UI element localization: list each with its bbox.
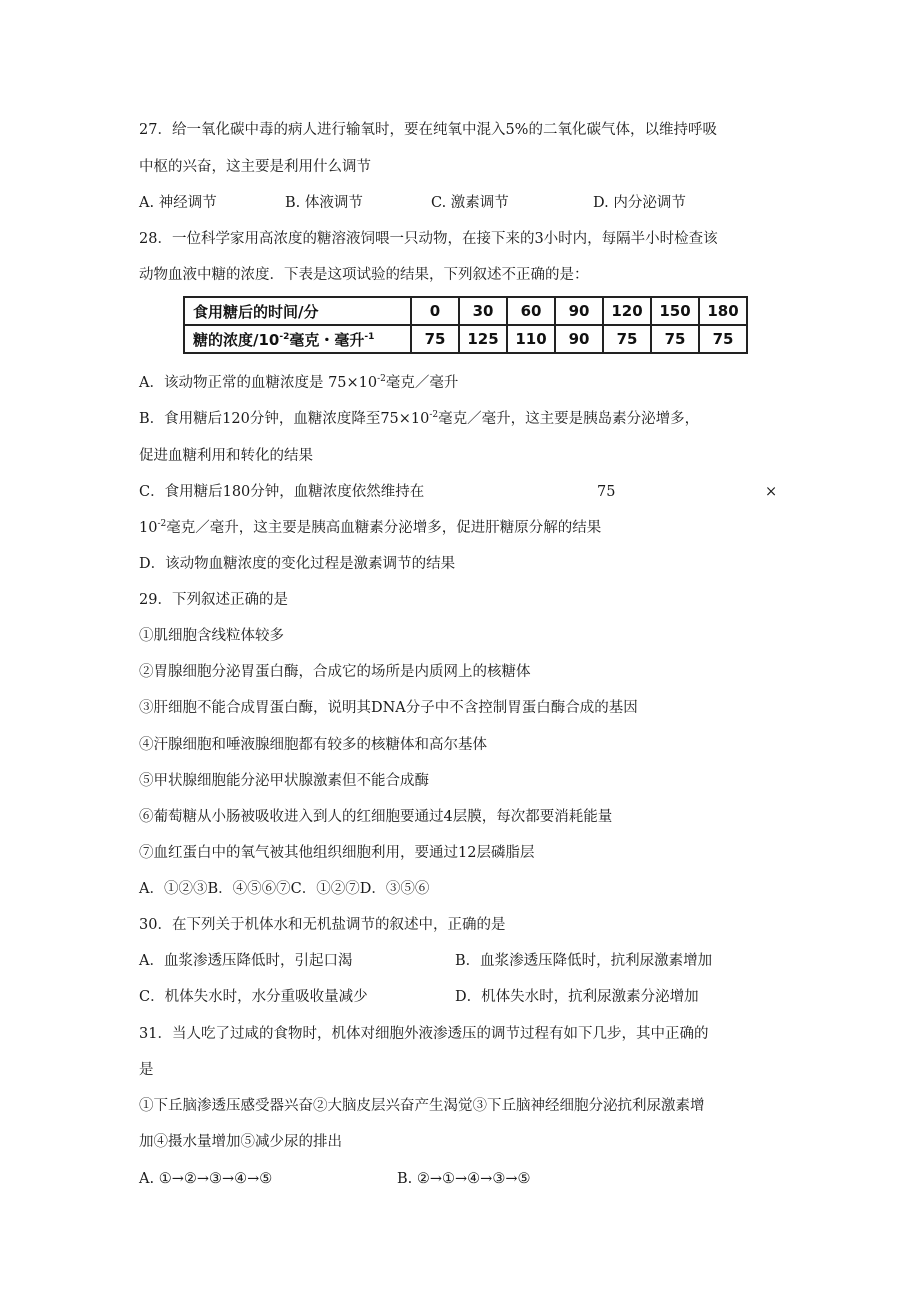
- q29-item: ⑦血红蛋白中的氧气被其他组织细胞利用，要通过12层磷脂层: [139, 845, 535, 861]
- table-cell-value: 75: [699, 325, 747, 353]
- q29-item: ③肝细胞不能合成胃蛋白酶，说明其DNA分子中不含控制胃蛋白酶合成的基因: [139, 700, 638, 716]
- table-row-concentration: [184, 325, 747, 353]
- q29-item: ④汗腺细胞和唾液腺细胞都有较多的核糖体和高尔基体: [139, 737, 487, 753]
- q28-option-a-unit: 毫克／毫升: [385, 375, 459, 391]
- q28-option-c-times: ×: [765, 484, 778, 500]
- table-cell-time: 120: [603, 297, 651, 325]
- q28-option-c-value: 75: [597, 484, 616, 500]
- q28-option-c-base: 10: [139, 520, 158, 536]
- q28-option-a-text: A．该动物正常的血糖浓度是 75×10: [139, 375, 378, 391]
- q28-option-b-text: B．食用糖后120分钟，血糖浓度降至75×10: [139, 411, 430, 427]
- q30-option-b: B．血浆渗透压降低时，抗利尿激素增加: [455, 953, 713, 969]
- table-header-exponent: -2: [279, 331, 290, 342]
- q28-option-a-exponent: -2: [377, 374, 386, 384]
- table-header-time: 食用糖后的时间/分: [184, 297, 411, 325]
- table-cell-value: 75: [411, 325, 459, 353]
- table-cell-time: 150: [651, 297, 699, 325]
- q27-option-d: D. 内分泌调节: [593, 195, 686, 211]
- q28-option-b-line2: 促进血糖利用和转化的结果: [139, 448, 313, 464]
- glucose-table: [183, 296, 748, 354]
- q29-item: ①肌细胞含线粒体较多: [139, 628, 284, 644]
- q27-stem-line1: 27．给一氧化碳中毒的病人进行输氧时，要在纯氧中混入5%的二氧化碳气体，以维持呼吸: [139, 122, 717, 138]
- q28-option-b-rest: 毫克／毫升，这主要是胰岛素分泌增多，: [438, 411, 700, 427]
- q31-stem-line2: 是: [139, 1062, 154, 1078]
- q27-option-c: C. 激素调节: [431, 195, 509, 211]
- q29-stem: 29．下列叙述正确的是: [139, 592, 288, 608]
- q28-stem-line1: 28．一位科学家用高浓度的糖溶液饲喂一只动物，在接下来的3小时内，每隔半小时检查该: [139, 231, 718, 247]
- table-cell-time: 60: [507, 297, 555, 325]
- table-cell-time: 90: [555, 297, 603, 325]
- q27-option-b: B. 体液调节: [285, 195, 363, 211]
- table-header-concentration-a: 糖的浓度/10: [193, 330, 280, 349]
- q28-option-c-text: C．食用糖后180分钟，血糖浓度依然维持在: [139, 484, 425, 500]
- q28-stem-line2: 动物血液中糖的浓度．下表是这项试验的结果，下列叙述不正确的是：: [139, 267, 589, 283]
- q28-option-d: D．该动物血糖浓度的变化过程是激素调节的结果: [139, 556, 456, 572]
- q28-option-a: [139, 373, 458, 393]
- table-cell-value: 75: [603, 325, 651, 353]
- q30-option-c: C．机体失水时，水分重吸收量减少: [139, 989, 368, 1005]
- q30-stem: 30．在下列关于机体水和无机盐调节的叙述中，正确的是: [139, 917, 506, 933]
- table-header-concentration: [184, 325, 411, 353]
- q31-option-a: A. ①→②→③→④→⑤: [139, 1171, 273, 1187]
- q29-item: ⑤甲状腺细胞能分泌甲状腺激素但不能合成酶: [139, 773, 429, 789]
- table-cell-time: 180: [699, 297, 747, 325]
- q28-option-b-exponent: -2: [429, 410, 439, 420]
- q28-option-b-line1: [139, 409, 699, 429]
- q28-option-c-rest: 毫克／毫升，这主要是胰高血糖素分泌增多，促进肝糖原分解的结果: [166, 520, 602, 536]
- q28-option-c-line2: [139, 518, 601, 538]
- table-header-exponent-2: -1: [364, 331, 375, 342]
- q31-steps-line2: 加④摄水量增加⑤减少尿的排出: [139, 1134, 342, 1150]
- table-row-time: [184, 297, 747, 325]
- q30-option-a: A．血浆渗透压降低时，引起口渴: [139, 953, 353, 969]
- q28-option-c-exponent: -2: [157, 519, 167, 529]
- q27-stem-line2: 中枢的兴奋，这主要是利用什么调节: [139, 159, 371, 175]
- table-cell-value: 110: [507, 325, 555, 353]
- table-cell-time: 30: [459, 297, 507, 325]
- q31-steps-line1: ①下丘脑渗透压感受器兴奋②大脑皮层兴奋产生渴觉③下丘脑神经细胞分泌抗利尿激素增: [139, 1098, 705, 1114]
- table-header-concentration-b: 毫克・毫升: [289, 330, 365, 349]
- table-cell-value: 125: [459, 325, 507, 353]
- table-cell-value: 75: [651, 325, 699, 353]
- q30-option-d: D．机体失水时，抗利尿激素分泌增加: [455, 989, 699, 1005]
- table-cell-value: 90: [555, 325, 603, 353]
- table-cell-time: 0: [411, 297, 459, 325]
- q31-stem-line1: 31．当人吃了过咸的食物时，机体对细胞外液渗透压的调节过程有如下几步，其中正确的: [139, 1026, 709, 1042]
- q31-option-b: B. ②→①→④→③→⑤: [397, 1171, 531, 1187]
- q29-item: ⑥葡萄糖从小肠被吸收进入到人的红细胞要通过4层膜，每次都要消耗能量: [139, 809, 613, 825]
- q29-answers: A．①②③B．④⑤⑥⑦C．①②⑦D．③⑤⑥: [139, 881, 430, 897]
- q29-item: ②胃腺细胞分泌胃蛋白酶，合成它的场所是内质网上的核糖体: [139, 664, 531, 680]
- q27-option-a: A. 神经调节: [139, 195, 217, 211]
